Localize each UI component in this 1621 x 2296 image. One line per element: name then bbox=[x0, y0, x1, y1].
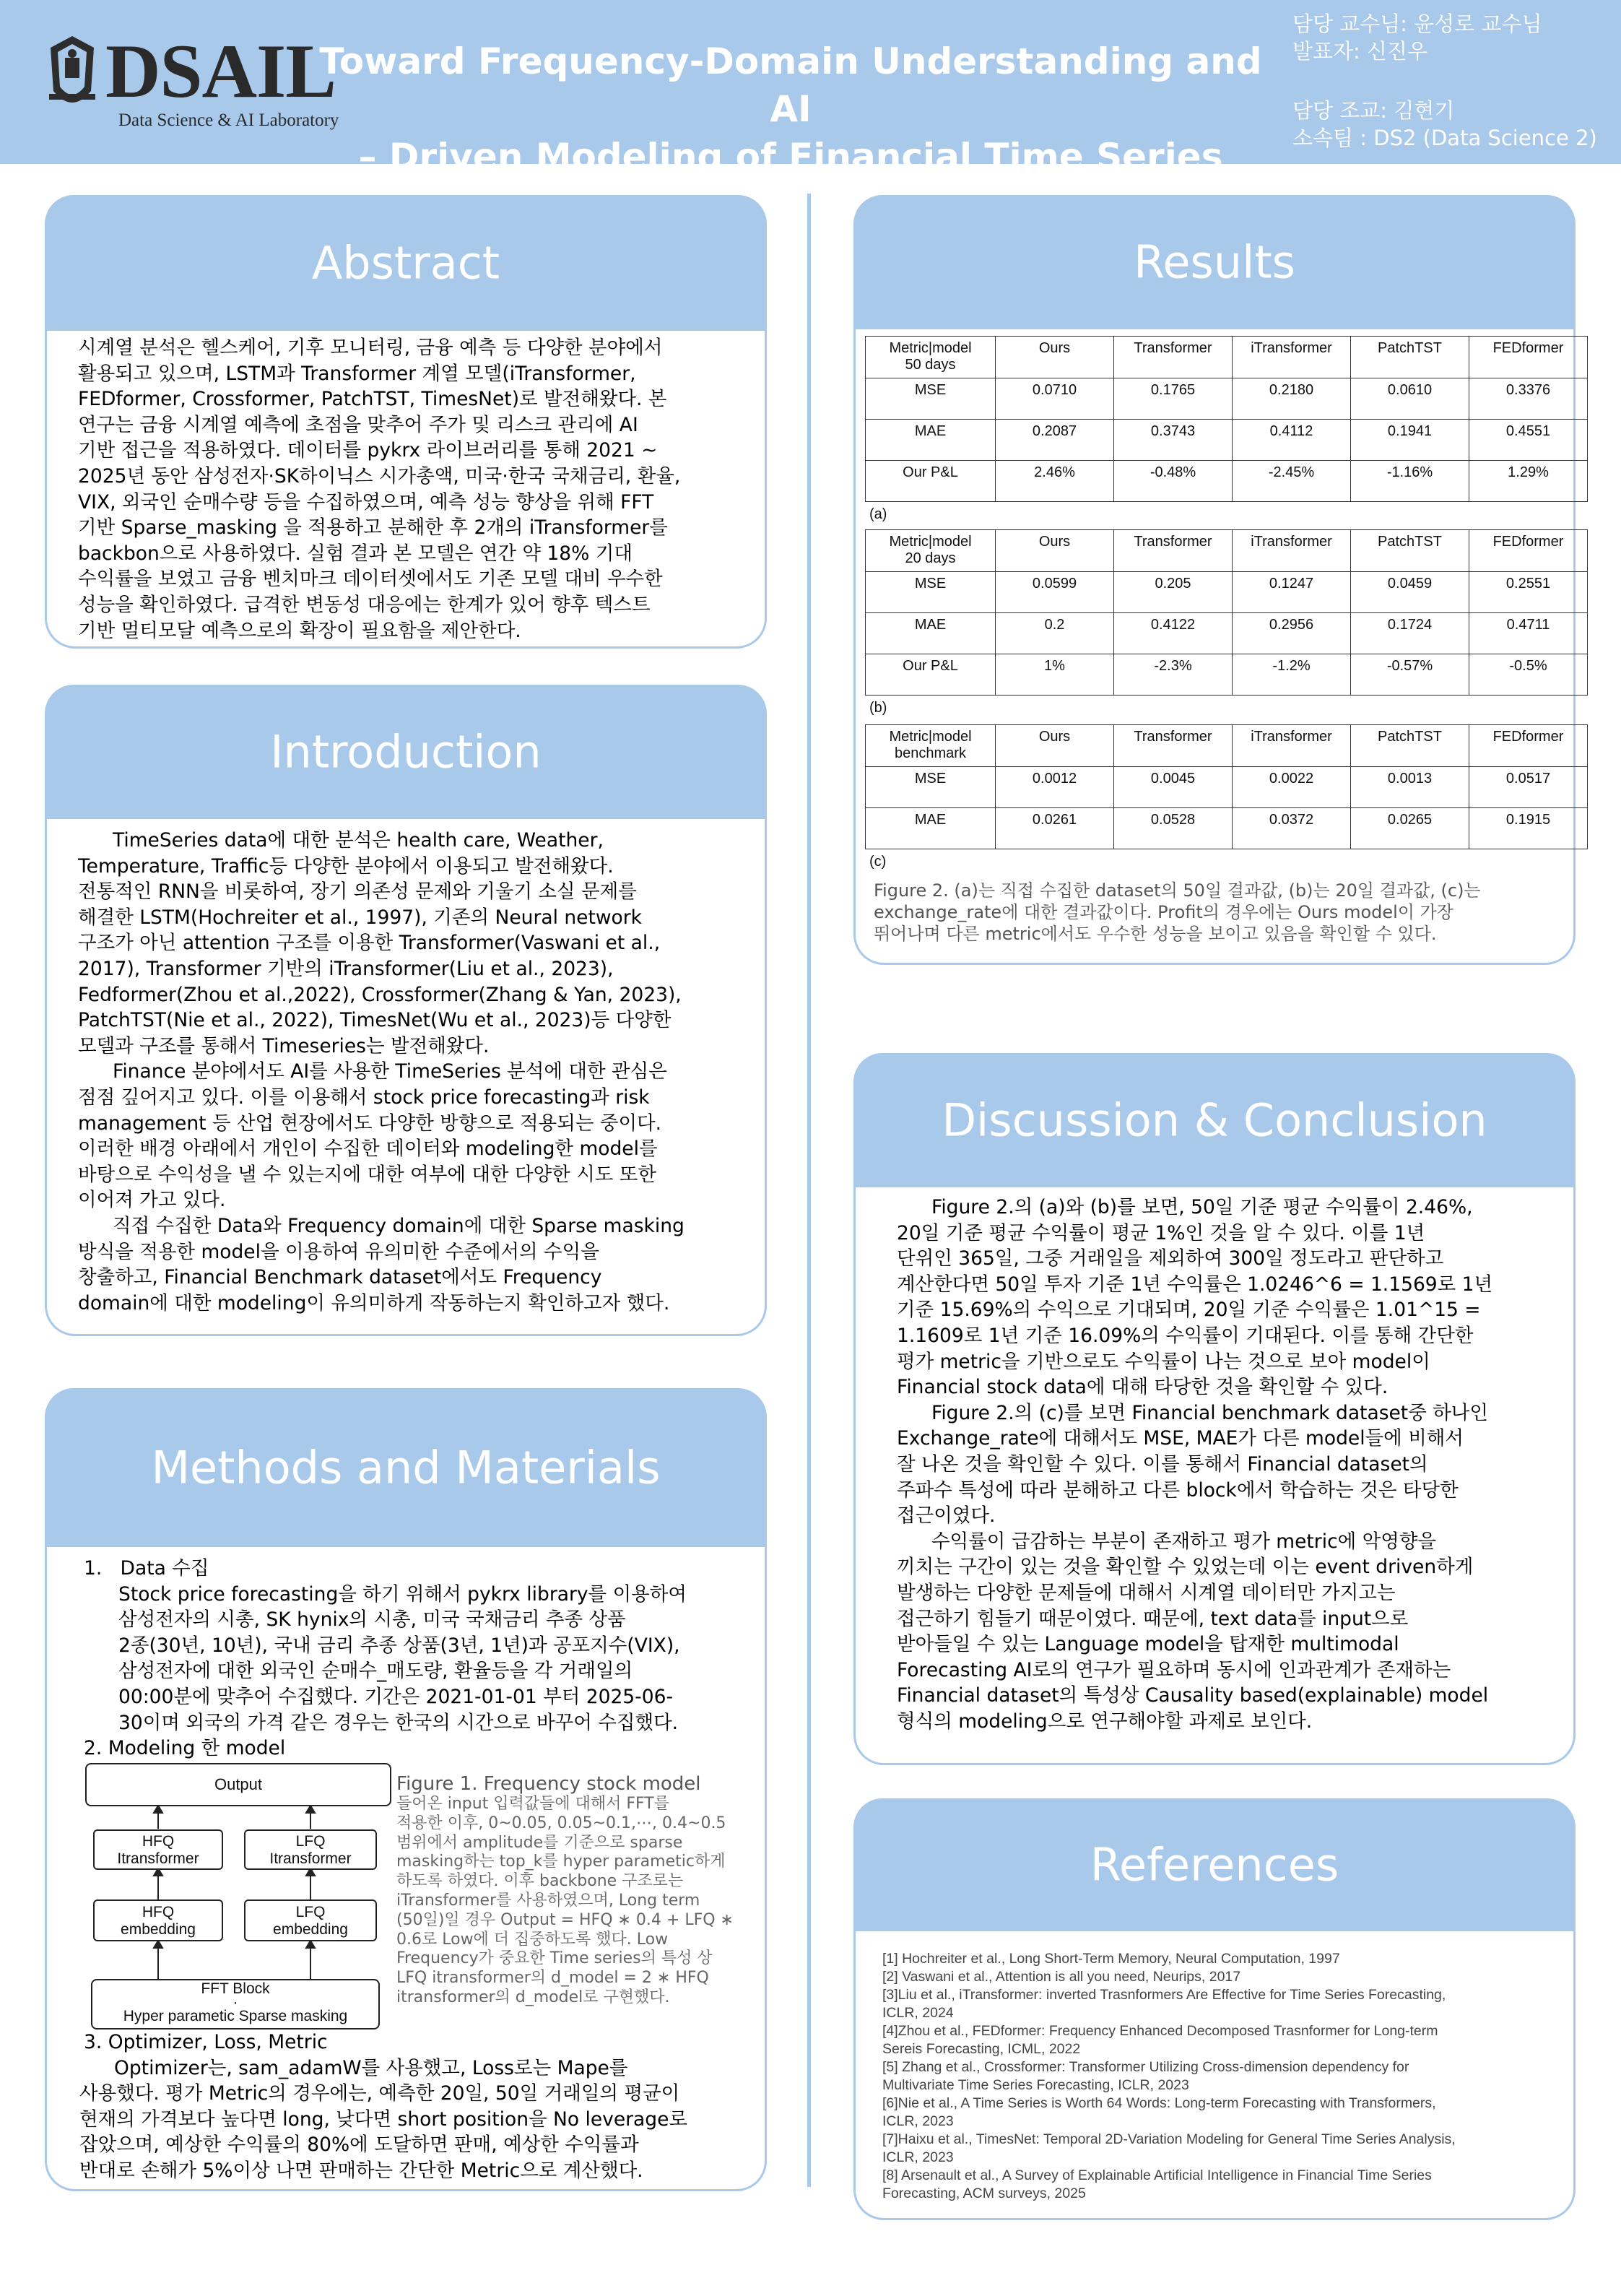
column-header: iTransformer bbox=[1233, 337, 1351, 378]
introduction-line: 이러한 배경 아래에서 개인이 수집한 데이터와 modeling한 model를 bbox=[78, 1138, 658, 1161]
discussion-line: Figure 2.의 (a)와 (b)를 보면, 50일 기준 평균 수익률이 2.46%, bbox=[931, 1196, 1473, 1218]
table-cell: 0.3743 bbox=[1114, 420, 1233, 461]
figure-1-line: 0.6로 Low에 더 집중하도록 했다. Low bbox=[396, 1930, 669, 1949]
optimizer-line: Optimizer는, sam_adamW를 사용했고, Loss로는 Mape를 bbox=[114, 2056, 628, 2079]
introduction-line: Finance 분야에서도 AI를 사용한 TimeSeries 분석에 대한 관심은 bbox=[113, 1060, 667, 1083]
row-label: MAE bbox=[866, 420, 996, 461]
row-label: MSE bbox=[866, 767, 996, 808]
optimizer-line: 현재의 가격보다 높다면 long, 낮다면 short position을 No leverage로 bbox=[79, 2107, 688, 2131]
table-cell: 0.0265 bbox=[1351, 808, 1469, 849]
discussion-line: 접근이였다. bbox=[897, 1504, 996, 1528]
abstract-heading: Abstract bbox=[311, 236, 500, 290]
discussion-line: 기준 15.69%의 수익으로 기대되며, 20일 기준 수익률은 1.01^15 = bbox=[897, 1299, 1481, 1322]
discussion-line: Financial dataset의 특성상 Causality based(explainable) model bbox=[897, 1684, 1489, 1707]
introduction-heading: Introduction bbox=[270, 725, 542, 779]
lfq-itransformer-block: LFQ Itransformer bbox=[244, 1829, 377, 1870]
introduction-line: 직접 수집한 Data와 Frequency domain에 대한 Sparse masking bbox=[113, 1214, 685, 1237]
results-heading: Results bbox=[1134, 235, 1295, 289]
introduction-line: 점점 깊어지고 있다. 이를 이용해서 stock price forecasting과 risk bbox=[78, 1086, 650, 1109]
abstract-line: 연구는 금융 시계열 예측에 초점을 맞추어 주가 및 리스크 관리에 AI bbox=[78, 413, 638, 436]
sparse-masking-label: Hyper parametic Sparse masking bbox=[123, 2008, 348, 2024]
results-table bbox=[865, 336, 1588, 502]
reference-line: [7]Haixu et al., TimesNet: Temporal 2D-Variation Modeling for General Time Series Analysis, bbox=[882, 2131, 1456, 2147]
title-line-1: Toward Frequency-Domain Understanding and AI bbox=[319, 40, 1262, 130]
figure-1-line: iTransformer를 사용하였으며, Long term bbox=[396, 1891, 700, 1910]
discussion-line: 평가 metric을 기반으로도 수익률이 나는 것으로 보아 model이 bbox=[897, 1350, 1430, 1373]
row-label: Our P&L bbox=[866, 654, 996, 696]
results-header bbox=[853, 195, 1576, 329]
figure-2-line: 뛰어나며 다른 metric에서도 우수한 성능을 보이고 있음을 확인할 수 있다. bbox=[874, 924, 1437, 944]
introduction-line: 모델과 구조를 통해서 Timeseries는 발전해왔다. bbox=[78, 1034, 490, 1057]
optimizer-title: 3. Optimizer, Loss, Metric bbox=[84, 2031, 328, 2053]
table-cell: 0.0012 bbox=[996, 767, 1114, 808]
fft-sparse-block bbox=[91, 1979, 380, 2029]
abstract-line: 기반 접근을 적용하였다. 데이터를 pykrx 라이브러리를 통해 2021 ~ bbox=[78, 439, 658, 462]
column-header: FEDformer bbox=[1469, 725, 1588, 767]
table-cell: 2.46% bbox=[996, 461, 1114, 502]
table-cell: 0.0372 bbox=[1233, 808, 1351, 849]
table-row bbox=[866, 420, 1588, 461]
row-label: MSE bbox=[866, 378, 996, 420]
abstract-line: 활용되고 있으며, LSTM과 Transformer 계열 모델(iTransformer, bbox=[78, 362, 636, 385]
table-cell: 0.1765 bbox=[1114, 378, 1233, 420]
row-label: MAE bbox=[866, 613, 996, 654]
figure-2-caption bbox=[874, 880, 1531, 945]
figure-1-caption bbox=[396, 1773, 737, 2008]
abstract-line: 수익률을 보였고 금융 벤치마크 데이터셋에서도 기존 모델 대비 우수한 bbox=[78, 568, 663, 591]
table-cell: 0.4122 bbox=[1114, 613, 1233, 654]
discussion-text bbox=[897, 1195, 1568, 1734]
table-cell: 1.29% bbox=[1469, 461, 1588, 502]
discussion-line: 형식의 modeling으로 연구해야할 과제로 보인다. bbox=[897, 1710, 1313, 1733]
figure-1-line: (50일)일 경우 Output = HFQ ∗ 0.4 + LFQ ∗ bbox=[396, 1910, 734, 1929]
table-cell: 0.0459 bbox=[1351, 572, 1469, 613]
introduction-line: management 등 산업 현장에서도 다양한 방향으로 적용되는 중이다. bbox=[78, 1112, 662, 1135]
table-cell: 0.1724 bbox=[1351, 613, 1469, 654]
figure-1-title: Figure 1. Frequency stock model bbox=[396, 1773, 701, 1795]
table-cell: 0.4551 bbox=[1469, 420, 1588, 461]
table-row bbox=[866, 767, 1588, 808]
lfq-embedding-block: LFQ embedding bbox=[244, 1899, 377, 1941]
abstract-line: 기반 Sparse_masking 을 적용하고 분해한 후 2개의 iTransformer를 bbox=[78, 516, 668, 540]
column-header: iTransformer bbox=[1233, 530, 1351, 572]
teaching-assistant: 담당 조교: 김현기 bbox=[1292, 98, 1455, 123]
discussion-line: Exchange_rate에 대해서도 MSE, MAE가 다른 model들에 비해서 bbox=[897, 1427, 1464, 1450]
introduction-line: 방식을 적용한 model을 이용하여 유의미한 수준에서의 수익을 bbox=[78, 1240, 599, 1263]
results-table bbox=[865, 529, 1588, 696]
column-header: Transformer bbox=[1114, 725, 1233, 767]
data-collection-line: Stock price forecasting을 하기 위해서 pykrx library를 이용하여 bbox=[118, 1582, 687, 1606]
optimizer-line: 잡았으며, 예상한 수익률의 80%에 도달하면 판매, 예상한 수익률과 bbox=[79, 2133, 639, 2157]
abstract-line: FEDformer, Crossformer, PatchTST, TimesNet)로 발전해왔다. 본 bbox=[78, 388, 667, 411]
data-collection-line: 00:00분에 맞추어 수집했다. 기간은 2021-01-01 부터 2025-06- bbox=[118, 1685, 674, 1708]
reference-line: [6]Nie et al., A Time Series is Worth 64 Words: Long-term Forecasting with Transformers, bbox=[882, 2095, 1436, 2111]
discussion-line: 수익률이 급감하는 부분이 존재하고 평가 metric에 악영향을 bbox=[931, 1530, 1437, 1553]
column-header: Ours bbox=[996, 530, 1114, 572]
reference-line: [3]Liu et al., iTransformer: inverted Trasnformers Are Effective for Time Series Forecasting, bbox=[882, 1987, 1446, 2003]
row-label: MAE bbox=[866, 808, 996, 849]
table-row bbox=[866, 378, 1588, 420]
column-header: Transformer bbox=[1114, 337, 1233, 378]
discussion-header bbox=[853, 1053, 1576, 1187]
introduction-text bbox=[78, 828, 764, 1316]
hfq-embedding-block: HFQ embedding bbox=[93, 1899, 223, 1941]
discussion-line: Financial stock data에 대해 타당한 것을 확인할 수 있다. bbox=[897, 1376, 1389, 1399]
figure-1-line: 하도록 하였다. 이후 backbone 구조로는 bbox=[396, 1872, 684, 1891]
discussion-line: 계산한다면 50일 투자 기준 1년 수익률은 1.0246^6 = 1.1569로 1년 bbox=[897, 1273, 1493, 1296]
introduction-line: PatchTST(Nie et al., 2022), TimesNet(Wu et al., 2023)등 다양한 bbox=[78, 1009, 672, 1032]
title-line-2: – Driven Modeling of Financial Time Series bbox=[358, 136, 1223, 178]
corner-label: Metric|model bbox=[889, 534, 972, 550]
table-cell: 0.4711 bbox=[1469, 613, 1588, 654]
introduction-line: 해결한 LSTM(Hochreiter et al., 1997), 기존의 Neural network bbox=[78, 906, 642, 929]
reference-line: ICLR, 2024 bbox=[882, 2005, 954, 2021]
table-cell: -0.48% bbox=[1114, 461, 1233, 502]
table-cell: 0.0261 bbox=[996, 808, 1114, 849]
table-label: (b) bbox=[869, 700, 887, 716]
fft-dot: · bbox=[232, 1994, 238, 2011]
figure-1-line: Frequency가 중요한 Time series의 특성 상 bbox=[396, 1949, 713, 1968]
data-collection-line: 삼성전자의 시총, SK hynix의 시총, 미국 국채금리 추종 상품 bbox=[118, 1608, 626, 1632]
table-cell: 0.0013 bbox=[1351, 767, 1469, 808]
introduction-header bbox=[45, 685, 767, 819]
corner-label: benchmark bbox=[895, 745, 966, 761]
discussion-line: 발생하는 다양한 문제들에 대해서 시계열 데이터만 가지고는 bbox=[897, 1581, 1396, 1604]
data-collection-line: 삼성전자에 대한 외국인 순매수_매도량, 환율등을 각 거래일의 bbox=[118, 1660, 633, 1683]
table-row bbox=[866, 808, 1588, 849]
table-cell: -0.57% bbox=[1351, 654, 1469, 696]
team: 소속팀 : DS2 (Data Science 2) bbox=[1292, 126, 1597, 150]
references-header bbox=[853, 1798, 1576, 1931]
table-cell: 0.2956 bbox=[1233, 613, 1351, 654]
table-cell: 0.0710 bbox=[996, 378, 1114, 420]
dsail-logo bbox=[33, 29, 339, 137]
introduction-line: Temperature, Traffic등 다양한 분야에서 이용되고 발전해왔다. bbox=[78, 854, 614, 878]
introduction-line: Fedformer(Zhou et al.,2022), Crossformer(Zhang & Yan, 2023), bbox=[78, 983, 682, 1006]
table-cell: 0.1247 bbox=[1233, 572, 1351, 613]
university-crest-icon bbox=[43, 33, 101, 120]
table-cell: -1.16% bbox=[1351, 461, 1469, 502]
introduction-line: 바탕으로 수익성을 낼 수 있는지에 대한 여부에 대한 다양한 시도 또한 bbox=[78, 1163, 657, 1186]
table-cell: 0.1941 bbox=[1351, 420, 1469, 461]
modeling-title: 2. Modeling 한 model bbox=[84, 1737, 286, 1760]
professor: 담당 교수님: 윤성로 교수님 bbox=[1292, 12, 1542, 36]
discussion-line: 받아들일 수 있는 Language model을 탑재한 multimodal bbox=[897, 1633, 1399, 1656]
table-cell: 0.3376 bbox=[1469, 378, 1588, 420]
data-collection-line: 30이며 외국의 가격 같은 경우는 한국의 시간으로 바꾸어 수집했다. bbox=[118, 1711, 679, 1734]
column-header: FEDformer bbox=[1469, 530, 1588, 572]
discussion-line: 끼치는 구간이 있는 것을 확인할 수 있었는데 이는 event driven하게 bbox=[897, 1556, 1474, 1579]
abstract-line: 시계열 분석은 헬스케어, 기후 모니터링, 금융 예측 등 다양한 분야에서 bbox=[78, 337, 663, 359]
fft-block-label: FFT Block bbox=[201, 1980, 270, 1997]
introduction-line: TimeSeries data에 대한 분석은 health care, Weather, bbox=[113, 829, 604, 852]
introduction-line: 이어져 가고 있다. bbox=[78, 1189, 226, 1212]
column-header: iTransformer bbox=[1233, 725, 1351, 767]
reference-line: Forecasting, ACM surveys, 2025 bbox=[882, 2185, 1086, 2201]
abstract-text bbox=[78, 335, 764, 644]
table-label: (c) bbox=[869, 854, 887, 870]
figure-1-line: 들어온 input 입력값들에 대해서 FFT를 bbox=[396, 1795, 669, 1813]
abstract-line: VIX, 외국인 순매수량 등을 수집하였으며, 예측 성능 향상을 위해 FFT bbox=[78, 490, 654, 514]
table-cell: 0.2551 bbox=[1469, 572, 1588, 613]
table-cell: -2.3% bbox=[1114, 654, 1233, 696]
discussion-line: Figure 2.의 (c)를 보면 Financial benchmark dataset중 하나인 bbox=[931, 1401, 1489, 1424]
data-collection-line: 2종(30년, 10년), 국내 금리 추종 상품(3년, 1년)과 공포지수(VIX), bbox=[118, 1634, 680, 1657]
corner-label: Metric|model bbox=[889, 340, 972, 356]
figure-1-line: LFQ itransformer의 d_model = 2 ∗ HFQ bbox=[396, 1969, 709, 1988]
table-cell: 1% bbox=[996, 654, 1114, 696]
author-info bbox=[1292, 10, 1597, 152]
introduction-line: 창출하고, Financial Benchmark dataset에서도 Frequency bbox=[78, 1266, 602, 1289]
logo-subtitle: Data Science & AI Laboratory bbox=[118, 111, 339, 130]
table-cell: 0.205 bbox=[1114, 572, 1233, 613]
table-row bbox=[866, 613, 1588, 654]
data-collection-title: 1. Data 수집 bbox=[84, 1557, 209, 1580]
discussion-line: 주파수 특성에 따라 분해하고 다른 block에서 학습하는 것은 타당한 bbox=[897, 1478, 1459, 1502]
presenter: 발표자: 신진우 bbox=[1292, 39, 1428, 64]
table-cell: 0.0022 bbox=[1233, 767, 1351, 808]
poster-title bbox=[310, 38, 1271, 181]
table-row bbox=[866, 461, 1588, 502]
methods-heading: Methods and Materials bbox=[151, 1441, 661, 1494]
introduction-line: 구조가 아닌 attention 구조를 이용한 Transformer(Vaswani et al., bbox=[78, 932, 661, 955]
reference-line: [5] Zhang et al., Crossformer: Transformer Utilizing Cross-dimension dependency for bbox=[882, 2059, 1409, 2075]
table-cell: 0.0599 bbox=[996, 572, 1114, 613]
table-row bbox=[866, 654, 1588, 696]
column-header: PatchTST bbox=[1351, 530, 1469, 572]
optimizer-section bbox=[79, 2029, 762, 2184]
reference-line: ICLR, 2023 bbox=[882, 2149, 954, 2165]
abstract-line: 성능을 확인하였다. 급격한 변동성 대응에는 한계가 있어 향후 텍스트 bbox=[78, 593, 651, 616]
methods-text bbox=[84, 1556, 762, 1762]
table-row bbox=[866, 572, 1588, 613]
discussion-line: 접근하기 힘들기 때문이였다. 때문에, text data를 input으로 bbox=[897, 1607, 1409, 1630]
column-header: PatchTST bbox=[1351, 725, 1469, 767]
discussion-line: 20일 기준 평균 수익률이 평균 1%인 것을 알 수 있다. 이를 1년 bbox=[897, 1221, 1425, 1244]
column-header: PatchTST bbox=[1351, 337, 1469, 378]
column-header: Ours bbox=[996, 337, 1114, 378]
row-label: Our P&L bbox=[866, 461, 996, 502]
figure-1-line: masking하는 top_k를 hyper parametic하게 bbox=[396, 1853, 726, 1871]
column-header: Transformer bbox=[1114, 530, 1233, 572]
discussion-line: 1.1609로 1년 기준 16.09%의 수익률이 기대된다. 이를 통해 간단한 bbox=[897, 1324, 1474, 1347]
figure-2-line: exchange_rate에 대한 결과값이다. Profit의 경우에는 Ours model이 가장 bbox=[874, 902, 1453, 922]
discussion-line: 단위인 365일, 그중 거래일을 제외하여 300일 정도라고 판단하고 bbox=[897, 1247, 1444, 1270]
corner-label: Metric|model bbox=[889, 729, 972, 745]
table-cell: 0.4112 bbox=[1233, 420, 1351, 461]
figure-1-line: itransformer의 d_model로 구현했다. bbox=[396, 1988, 670, 2006]
corner-label: 20 days bbox=[905, 550, 956, 566]
column-header: FEDformer bbox=[1469, 337, 1588, 378]
optimizer-line: 사용했다. 평가 Metric의 경우에는, 예측한 20일, 50일 거래일의 평균이 bbox=[79, 2082, 680, 2105]
table-cell: 0.0528 bbox=[1114, 808, 1233, 849]
table-label: (a) bbox=[869, 506, 887, 522]
introduction-line: 전통적인 RNN을 비롯하여, 장기 의존성 문제와 기울기 소실 문제를 bbox=[78, 880, 637, 904]
discussion-line: Forecasting AI로의 연구가 필요하며 동시에 인과관계가 존재하는 bbox=[897, 1658, 1451, 1681]
figure-1-line: 범위에서 amplitude를 기준으로 sparse bbox=[396, 1833, 683, 1852]
table-cell: -2.45% bbox=[1233, 461, 1351, 502]
table-cell: 0.0045 bbox=[1114, 767, 1233, 808]
results-table bbox=[865, 724, 1588, 849]
table-cell: 0.1915 bbox=[1469, 808, 1588, 849]
optimizer-text bbox=[79, 2055, 762, 2184]
reference-line: [4]Zhou et al., FEDformer: Frequency Enhanced Decomposed Trasnformer for Long-term bbox=[882, 2023, 1438, 2039]
table-corner-cell bbox=[866, 337, 996, 378]
table-cell: 0.2087 bbox=[996, 420, 1114, 461]
table-cell: 0.2 bbox=[996, 613, 1114, 654]
reference-line: Multivariate Time Series Forecasting, ICLR, 2023 bbox=[882, 2077, 1189, 2093]
introduction-line: 2017), Transformer 기반의 iTransformer(Liu et al., 2023), bbox=[78, 957, 614, 980]
output-block: Output bbox=[85, 1763, 391, 1806]
hfq-itransformer-block: HFQ Itransformer bbox=[93, 1829, 223, 1870]
reference-line: ICLR, 2023 bbox=[882, 2113, 954, 2129]
abstract-header bbox=[45, 195, 767, 331]
optimizer-line: 반대로 손해가 5%이상 나면 판매하는 간단한 Metric으로 계산했다. bbox=[79, 2159, 643, 2182]
table-cell: 0.0610 bbox=[1351, 378, 1469, 420]
table-cell: -1.2% bbox=[1233, 654, 1351, 696]
reference-line: Sereis Forecasting, ICML, 2022 bbox=[882, 2041, 1081, 2057]
abstract-line: 2025년 동안 삼성전자·SK하이닉스 시가총액, 미국·한국 국채금리, 환율, bbox=[78, 464, 681, 488]
abstract-line: backbon으로 사용하였다. 실험 결과 본 모델은 연간 약 18% 기대 bbox=[78, 542, 633, 565]
row-label: MSE bbox=[866, 572, 996, 613]
discussion-line: 잘 나온 것을 확인할 수 있다. 이를 통해서 Financial dataset의 bbox=[897, 1452, 1428, 1476]
discussion-heading: Discussion & Conclusion bbox=[942, 1093, 1487, 1147]
corner-label: 50 days bbox=[905, 357, 956, 373]
introduction-line: domain에 대한 modeling이 유의미하게 작동하는지 확인하고자 했다. bbox=[78, 1291, 670, 1314]
logo-wordmark: DSAIL bbox=[105, 29, 336, 113]
table-corner-cell bbox=[866, 725, 996, 767]
figure-1-line: 적용한 이후, 0~0.05, 0.05~0.1,⋯, 0.4~0.5 bbox=[396, 1814, 726, 1832]
references-heading: References bbox=[1090, 1838, 1339, 1892]
methods-header bbox=[45, 1388, 767, 1547]
figure-2-line: Figure 2. (a)는 직접 수집한 dataset의 50일 결과값, (b)는 20일 결과값, (c)는 bbox=[874, 880, 1481, 901]
table-cell: 0.0517 bbox=[1469, 767, 1588, 808]
data-collection-text bbox=[84, 1582, 762, 1736]
column-divider bbox=[807, 194, 811, 2187]
references-list bbox=[882, 1950, 1532, 2203]
table-corner-cell bbox=[866, 530, 996, 572]
abstract-line: 기반 멀티모달 예측으로의 확장이 필요함을 제안한다. bbox=[78, 619, 521, 642]
reference-line: [8] Arsenault et al., A Survey of Explainable Artificial Intelligence in Financial Time Series bbox=[882, 2167, 1432, 2183]
column-header: Ours bbox=[996, 725, 1114, 767]
poster-header bbox=[0, 0, 1621, 178]
table-cell: 0.2180 bbox=[1233, 378, 1351, 420]
figure-1-text bbox=[396, 1795, 737, 2008]
table-cell: -0.5% bbox=[1469, 654, 1588, 696]
reference-line: [1] Hochreiter et al., Long Short-Term Memory, Neural Computation, 1997 bbox=[882, 1951, 1340, 1967]
reference-line: [2] Vaswani et al., Attention is all you need, Neurips, 2017 bbox=[882, 1969, 1241, 1985]
